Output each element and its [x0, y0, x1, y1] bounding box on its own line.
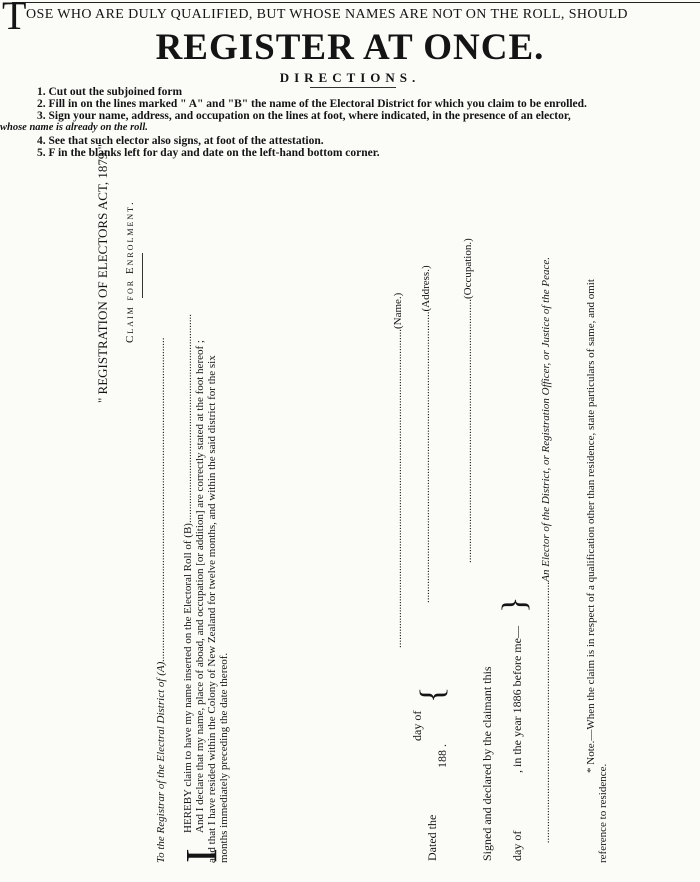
top-rule [12, 2, 700, 3]
headline-text: OSE WHO ARE DULY QUALIFIED, BUT WHOSE NAMES ARE NOT ON THE ROLL, SHOULD [26, 7, 628, 22]
occupation-line [462, 238, 474, 563]
directions-rule [310, 87, 396, 88]
day-of-2: day of [510, 830, 524, 861]
direction-item-4: 4. See that such elector also signs, at foot of the attestation. [37, 135, 324, 147]
claim-heading-rule [142, 253, 143, 298]
claim-line-1 [182, 314, 194, 833]
year-1886: , in the year 1886 before me— [510, 626, 524, 773]
claim-line-1-text: HEREBY claim to have my name inserted on the Electoral Roll of (B) [182, 523, 194, 833]
address-label: (Address.) [420, 265, 432, 312]
name-line [392, 293, 404, 648]
claim-line-2: And I declare that my name, place of aboad, and occupation [or addition] are correctly stated at the foot hereof ; [194, 340, 206, 833]
direction-item-3-continued: whose name is already on the roll. [0, 122, 148, 133]
direction-item-3: 3. Sign your name, address, and occupation on the lines at foot, where indicated, in the presence of an elector, [37, 110, 571, 122]
address-line [420, 265, 432, 603]
day-of: day of [410, 710, 424, 741]
elector-line [540, 257, 552, 843]
district-b-line: ............................................................................ [182, 314, 194, 524]
district-a-line: ...................................................................................................................... [155, 337, 167, 662]
elector-dotted-line: ............................................................................................... [540, 581, 552, 843]
occupation-dotted-line: ................................................................................................ [462, 299, 474, 563]
claim-heading: Claim for Enrolment. [124, 200, 136, 343]
act-title: " REGISTRATION OF ELECTORS ACT, 1879." [95, 144, 110, 403]
to-registrar [155, 337, 167, 863]
address-dotted-line: .......................................................................................................... [420, 311, 432, 603]
year-188: 188 . [435, 744, 449, 768]
direction-item-2: 2. Fill in on the lines marked " A" and "B" the name of the Electoral District for which you claim to be enrolled. [37, 98, 587, 110]
directions-heading: DIRECTIONS. [279, 70, 421, 85]
direction-item-1: 1. Cut out the subjoined form [37, 86, 183, 98]
to-registrar-label: To the Registrar of the Electral District of (A) [155, 661, 167, 863]
signed-declared: Signed and declared by the claimant this [480, 666, 494, 861]
direction-item-5: 5. F in the blanks left for day and date on the left-hand bottom corner. [37, 147, 380, 159]
dated-brace: { [414, 686, 451, 703]
occupation-label: (Occupation.) [462, 238, 474, 299]
note-line-2: reference to residence. [597, 763, 609, 863]
elector-label: An Elector of the District, or Registration Officer, or Justice of the Peace. [540, 257, 552, 582]
claim-line-3: and that I have resided within the Colony of New Zealand for twelve months, and within the said district for the six [206, 355, 218, 863]
dated-the: Dated the [425, 814, 439, 861]
note-line-1: * Note.—When the claim is in respect of a qualification other than residence, state particulars of same, and omit [585, 279, 597, 773]
name-dotted-line: .................................................................................................................... [392, 329, 404, 648]
name-label: (Name.) [392, 292, 404, 329]
claim-line-4: months immediately preceding the date thereof. [218, 652, 230, 863]
page-title: REGISTER AT ONCE. [155, 27, 545, 68]
signed-brace: } [496, 596, 533, 613]
headline-initial: T [2, 0, 27, 38]
claim-initial: I [177, 848, 226, 863]
